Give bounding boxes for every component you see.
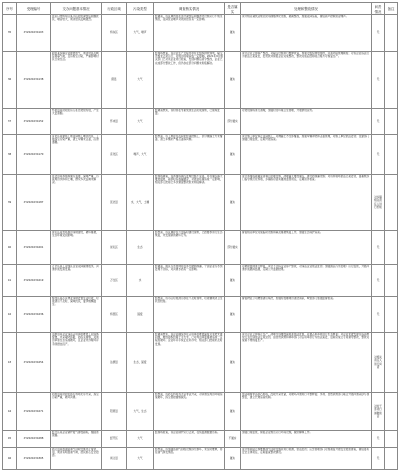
row-region: 蔚县 <box>102 52 127 109</box>
row-type: 大气，生态 <box>127 393 154 431</box>
row-code: XY2021034219 <box>17 265 51 297</box>
row-accountability: 无 <box>372 135 385 175</box>
row-no: 37 <box>3 109 17 135</box>
header-no: 序号 <box>3 3 17 15</box>
row-accountability: 无 <box>372 431 385 448</box>
row-issue: 张北县某养殖场粪污直排，臭味严重，污染周边水体和土壤，群众多次反映未解决。 <box>51 175 102 231</box>
row-code: XY2021034187 <box>17 175 51 231</box>
row-type: 大气，噪声 <box>127 15 154 52</box>
row-finding: 经调查核实，该企业确实存在占用草原堆放固废及未批先建问题，堆放面积约两千平方米，已对周边草原植被造成一定程度破坏；企业环评手续正在补办中，相关部门此前未及时发现。 <box>154 333 225 393</box>
row-code: XY2021034170 <box>17 135 51 175</box>
table-row <box>3 297 398 333</box>
row-finding: 经核查，该砂石料场为无证非法开采，对河道及周边环境造成破坏，扬尘管控措施缺失。 <box>154 393 225 431</box>
row-remark <box>385 393 398 431</box>
header-type: 污染类型 <box>127 3 154 15</box>
row-remark <box>385 15 398 52</box>
header-code: 受理编号 <box>17 3 51 15</box>
row-action: 督促相关单位完成临时设施拆除及植被恢复工作，加强生态保护巡查。 <box>241 231 372 265</box>
row-issue: 经开区某企业锅炉废气排放超标，烟囱冒黑烟。 <box>51 431 102 448</box>
row-verified: 属实 <box>225 393 241 431</box>
table-row <box>3 52 398 109</box>
row-region: 尚义县 <box>102 448 127 470</box>
row-issue: 桥西区某小区物业违规处置生活垃圾，垃圾清运不及时，臭味扰民，夏季蚊蝇滋生。 <box>51 297 102 333</box>
row-accountability: 无 <box>372 15 385 52</box>
table-row <box>3 393 398 431</box>
row-no: 45 <box>3 431 17 448</box>
table-row <box>3 265 398 297</box>
complaint-table <box>2 2 398 470</box>
row-no: 46 <box>3 448 17 470</box>
row-no: 42 <box>3 297 17 333</box>
row-verified: 属实 <box>225 297 241 333</box>
row-no: 44 <box>3 393 17 431</box>
row-remark <box>385 109 398 135</box>
row-finding: 经现场核查，该企业生产过程中存在无组织排放现象，除尘设施未正常运行，对周边环境造成一定影响。2021年9月相关部门已对该企业进行检查，发现问题后责令整改，企业已完成部分整改工作，但仍存在部分问题未彻底解决。 <box>154 52 225 109</box>
row-region: 经开区 <box>102 431 127 448</box>
row-finding: 经核查，该加油站油气回收设施部分损坏，未及时维修，存在油气挥发情况。 <box>154 448 225 470</box>
row-issue: 宣化区某建筑工地夜间施工噪声扰民，工地扬尘污染严重，渣土车辆未苫盖，沿途遗撒。 <box>51 135 102 175</box>
row-accountability: 无 <box>372 231 385 265</box>
row-no: 36 <box>3 52 17 109</box>
row-region: 阳原县 <box>102 393 127 431</box>
table-row <box>3 15 398 52</box>
row-type: 大气 <box>127 109 154 135</box>
row-remark <box>385 333 398 393</box>
row-verified: 部分属实 <box>225 109 241 135</box>
row-remark <box>385 52 398 109</box>
table-row <box>3 109 398 135</box>
row-accountability: 对村干部进行诫勉谈话 <box>372 393 385 431</box>
row-no: 38 <box>3 135 17 175</box>
row-no: 35 <box>3 15 17 52</box>
row-code: XY2021034138 <box>17 52 51 109</box>
row-finding: 经调查，园区污水管网存在部分破损渗漏，个别企业污水预处理不达标，对河道水质有一定影响。 <box>154 265 225 297</box>
row-action: 责令企业立即停止生产，清理全部堆放固废并依法处置，对被占用草原进行生态修复；对企业未批先建及违法堆放行为分别依法立案处罚，由自然资源和林草部门对占用草原行为依法查处，县政府成立专班督导整改，整改完成前不得恢复生产。 <box>241 333 372 393</box>
row-action: 对焚烧现场进行清理，加强村庄环境卫生管理，开展禁烧宣传。 <box>241 109 372 135</box>
header-remark: 备注 <box>385 3 398 15</box>
table-header-row <box>3 3 398 15</box>
row-verified: 属实 <box>225 175 241 231</box>
header-action: 处理和整改情况 <box>241 3 372 15</box>
row-region: 宣化区 <box>102 135 127 175</box>
row-issue: 万全区某工业园区企业夜间偷排废水，河道水质发黑发臭。 <box>51 265 102 297</box>
row-accountability: 对乡镇相关责任人进行约谈 <box>372 175 385 231</box>
row-action: 责令相关餐饮店规范使用油烟净化设施，限期整改，加强夜间巡查，督促商户控制营业噪声。 <box>241 15 372 52</box>
row-region: 怀来县 <box>102 109 127 135</box>
row-finding: 经核查，该工地存在夜间未经审批施工、部分裸露土方未覆盖、渣土车辆未严格苫盖等问题。 <box>154 135 225 175</box>
row-issue: 崇礼区某雪场周边违规建设，破坏植被，生态环境受到影响。 <box>51 231 102 265</box>
row-accountability: 无 <box>372 297 385 333</box>
row-issue: 尚义县某加油站油气回收设施未正常使用，周边有明显油气味，居民担心安全隐患。 <box>51 448 102 470</box>
row-region: 桥西区 <box>102 297 127 333</box>
row-verified: 属实 <box>225 448 241 470</box>
table-row <box>3 448 398 470</box>
row-type: 水 <box>127 265 154 297</box>
row-finding: 经调查核实，该村存在零星焚烧生活垃圾现象，已现场处置。 <box>154 109 225 135</box>
table-row <box>3 135 398 175</box>
row-type: 生态 <box>127 231 154 265</box>
row-code: XY2021034201 <box>17 231 51 265</box>
row-region: 张北县 <box>102 175 127 231</box>
row-verified: 属实 <box>225 265 241 297</box>
row-code: XY2021034271 <box>17 393 51 431</box>
row-finding: 经调查，该区域内存在部分餐饮店油烟净化设施运行不规范情况，夜间营业噪声对周边居民有一定影响。 <box>154 15 225 52</box>
row-verified: 属实 <box>225 135 241 175</box>
row-code: XY2021034236 <box>17 297 51 333</box>
row-accountability: 无 <box>372 52 385 109</box>
row-action: 依法取缔非法砂石料场，没收开采设备，对破坏河道进行平整修复；水利、自然资源部门联合开展河道采砂专项整治，建立长效巡查机制。 <box>241 393 372 431</box>
row-code: XY2021034152 <box>17 109 51 135</box>
row-issue: 张家口市桥东区某小区附近餐饮店油烟扰民，噪音较大，周边居民反映强烈。 <box>51 15 102 52</box>
row-type: 固废 <box>127 297 154 333</box>
row-issue: 蔚县某乡镇企业排放废气，周边村民反映有刺鼻气味，且有粉尘污染，严重影响村民日常生活。 <box>51 52 102 109</box>
row-type: 噪声，大气 <box>127 135 154 175</box>
row-type: 大气 <box>127 52 154 109</box>
row-type: 大气 <box>127 431 154 448</box>
row-finding: 经核查，该区域存在少量临时建设现象，已按要求进行生态恢复，未发现新的破坏行为。 <box>154 231 225 265</box>
row-no: 43 <box>3 333 17 393</box>
header-issue: 交办问题基本情况 <box>51 3 102 15</box>
row-remark <box>385 448 398 470</box>
table-row <box>3 175 398 231</box>
row-finding: 经现场检查，该企业锅炉运行正常，在线监测数据达标。 <box>154 431 225 448</box>
row-region: 桥东区 <box>102 15 127 52</box>
row-remark <box>385 135 398 175</box>
row-remark <box>385 265 398 297</box>
row-verified: 不属实 <box>225 431 241 448</box>
row-action: 责令企业立即停产整改，对除尘设施进行维修改造，加强无组织排放管控，完善环保管理制度；对该企业违法行为依法立案查处，处罚款并督促企业完成整改，整改完成后经验收合格方可恢复生产。 <box>241 52 372 109</box>
row-region: 沽源县 <box>102 333 127 393</box>
row-issue: 沽源县某企业违法占用草原堆放工业固体废物，未采取防扬散、防流失措施，对周边草原生态造成破坏，且企业未办理环评手续擅自投产。 <box>51 333 102 393</box>
table-row <box>3 231 398 265</box>
table-row <box>3 333 398 393</box>
header-region: 行政区域 <box>102 3 127 15</box>
row-accountability: 对相关责任人进行问责 <box>372 333 385 393</box>
row-type: 生态，固废 <box>127 333 154 393</box>
row-remark <box>385 297 398 333</box>
row-verified: 属实 <box>225 52 241 109</box>
row-code: XY2021034305 <box>17 448 51 470</box>
row-action: 责令施工单位停止夜间施工，对裸露土方全部覆盖，加强车辆冲洗和苫盖管理，对施工单位依法处罚；住建部门加强日常监管，定期开展巡查。 <box>241 135 372 175</box>
row-type: 水，大气，土壤 <box>127 175 154 231</box>
row-type: 大气 <box>127 448 154 470</box>
row-accountability: 无 <box>372 265 385 297</box>
row-verified: 属实 <box>225 333 241 393</box>
row-remark <box>385 431 398 448</box>
header-finding: 调查核实情况 <box>154 3 225 15</box>
row-no: 41 <box>3 265 17 297</box>
row-action: 督促物业公司增加清运频次，加强垃圾桶周边清洁消杀，城管部门加强监督检查。 <box>241 297 372 333</box>
row-no: 39 <box>3 175 17 231</box>
row-verified: 部分属实 <box>225 231 241 265</box>
row-accountability: 无 <box>372 448 385 470</box>
row-no: 40 <box>3 231 17 265</box>
row-code: XY2021034254 <box>17 333 51 393</box>
row-action: 对破损管网进行修复，责令不达标企业停产整改，对违法企业依法处罚；加强园区污水处理厂运行监管，开展河道水质跟踪监测，定期公开监测结果。 <box>241 265 372 297</box>
row-code: XY2021034103 <box>17 15 51 52</box>
row-action: 责令养殖场限期完善粪污处理设施，清理露天堆放粪污，建设防渗漏设施；对该养殖场依法立案处罚，由畜牧部门指导规范化养殖，乡镇政府落实属地监管责任，定期回访检查。 <box>241 175 372 231</box>
row-code: XY2021034288 <box>17 431 51 448</box>
row-finding: 经核查，该小区垃圾清运存在不及时现象，垃圾桶周边卫生状况较差。 <box>154 297 225 333</box>
row-verified: 属实 <box>225 15 241 52</box>
row-region: 崇礼区 <box>102 231 127 265</box>
header-verified: 是否属实 <box>225 3 241 15</box>
row-action: 责令加油站立即维修油气回收设施并进行检测，依法处罚；应急管理部门对加油站开展安全隐患排查，督促落实安全主体责任，定期复查整改情况。 <box>241 448 372 470</box>
row-region: 万全区 <box>102 265 127 297</box>
header-accountability: 问责情况 <box>372 3 385 15</box>
row-remark <box>385 175 398 231</box>
row-accountability: 无 <box>372 109 385 135</box>
row-issue: 阳原县某村附近砂石料场无序开采，扬尘污染严重，破坏河道。 <box>51 393 102 431</box>
row-issue: 怀来县某村附近有人私自焚烧垃圾，产生大量黑烟。 <box>51 109 102 135</box>
table-row <box>3 431 398 448</box>
row-remark <box>385 231 398 265</box>
row-finding: 经现场调查，该养殖场粪污处理设施不完善，存在粪污露天堆放现象，雨季时有渗漏情况，对周边环境造成一定影响，相关部门此前已多次督促整改但未彻底解决。 <box>154 175 225 231</box>
row-action: 加强日常监管，督促企业规范运行环保设施，做好解释工作。 <box>241 431 372 448</box>
